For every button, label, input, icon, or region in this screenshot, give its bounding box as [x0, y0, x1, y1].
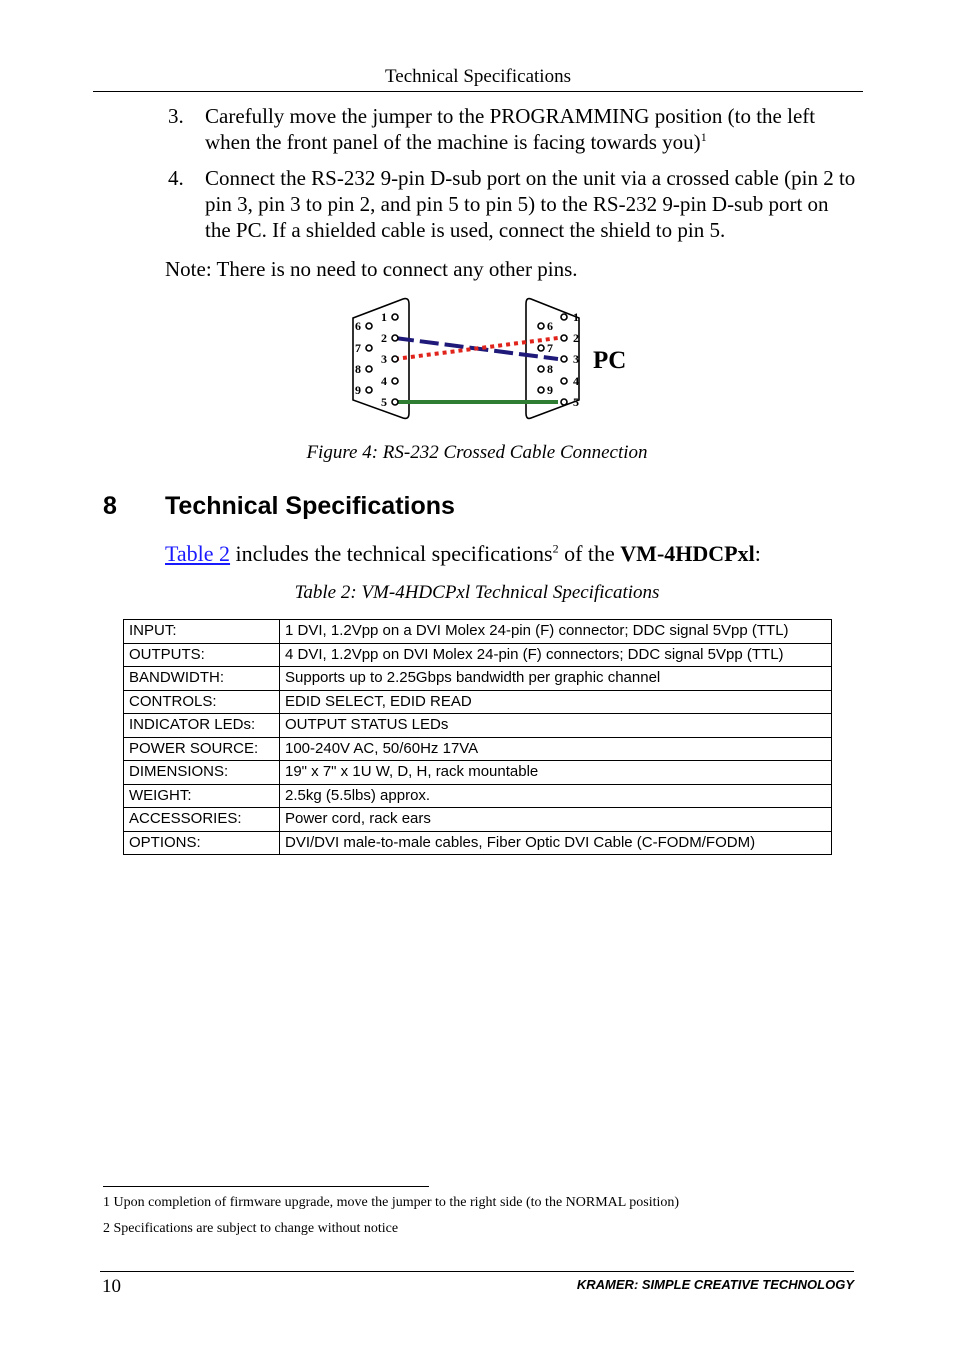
spec-value: OUTPUT STATUS LEDs: [280, 714, 832, 738]
pin-hole: [561, 335, 567, 341]
pc-label: PC: [593, 347, 627, 374]
pin-hole: [538, 345, 544, 351]
pin-hole: [366, 387, 372, 393]
step-text: Connect the RS-232 9-pin D-sub port on the unit via a crossed cable (pin 2 to pin 3, pin 3 to pin 2, and pin 5 to pin 5) to the RS-232 9-pin D-sub port on the PC. If a shielded cable is used, connect the shield to pin 5.: [205, 166, 856, 242]
table-row: [124, 737, 832, 761]
footer-rule: [100, 1271, 854, 1272]
left-pin-label: 7: [355, 341, 361, 355]
spec-value: DVI/DVI male-to-male cables, Fiber Optic DVI Cable (C-FODM/FODM): [280, 831, 832, 855]
table-row: [124, 690, 832, 714]
spec-key: BANDWIDTH:: [124, 667, 280, 691]
spec-value: 4 DVI, 1.2Vpp on DVI Molex 24-pin (F) connectors; DDC signal 5Vpp (TTL): [280, 643, 832, 667]
pin-hole: [561, 356, 567, 362]
intro-paragraph: Table 2 includes the technical specifications$^2$ of the VM-4HDCPxl:: [165, 541, 761, 566]
table-row: [124, 643, 832, 667]
table-2-link[interactable]: Table 2: [165, 541, 231, 566]
footnote-1: 1 Upon completion of firmware upgrade, move the jumper to the right side (to the NORMAL position): [103, 1195, 680, 1210]
spec-value: 2.5kg (5.5lbs) approx.: [280, 784, 832, 808]
pin-hole: [561, 378, 567, 384]
spec-key: CONTROLS:: [124, 690, 280, 714]
left-pin-label: 4: [381, 374, 387, 388]
pin-hole: [366, 345, 372, 351]
spec-value: Supports up to 2.25Gbps bandwidth per graphic channel: [280, 667, 832, 691]
spec-key: ACCESSORIES:: [124, 808, 280, 832]
footnote-ref: 1: [700, 130, 707, 144]
right-pin-label: 2: [573, 331, 579, 345]
figure-caption: Figure 4: RS-232 Crossed Cable Connection: [306, 442, 648, 463]
note-text: Note: There is no need to connect any other pins.: [165, 257, 578, 281]
step-text: Carefully move the jumper to the PROGRAMMING position (to the left when the front panel of the machine is facing towards you)$^1$: [205, 104, 816, 154]
table-row: [124, 831, 832, 855]
spec-value: 19" x 7" x 1U W, D, H, rack mountable: [280, 761, 832, 785]
spec-table: [123, 619, 832, 855]
table-row: [124, 761, 832, 785]
step-item: [168, 103, 858, 155]
step-number: 4.: [168, 166, 184, 190]
section-title: Technical Specifications: [165, 492, 455, 520]
pin-hole: [538, 366, 544, 372]
spec-key: OUTPUTS:: [124, 643, 280, 667]
right-pin-label: 7: [547, 341, 553, 355]
step-item: [168, 165, 858, 243]
page-number: 10: [102, 1276, 121, 1297]
table-row: [124, 714, 832, 738]
pin-hole: [392, 335, 398, 341]
pin-hole: [561, 314, 567, 320]
pin-hole: [392, 314, 398, 320]
right-pin-label: 6: [547, 319, 553, 333]
spec-key: DIMENSIONS:: [124, 761, 280, 785]
section-number: 8: [103, 492, 117, 520]
footnote-ref: 2: [552, 541, 559, 556]
footnote-2: 2 Specifications are subject to change without notice: [103, 1221, 399, 1236]
pin-hole: [392, 378, 398, 384]
rs232-cable-diagram: [345, 296, 645, 424]
pin-hole: [561, 399, 567, 405]
footer-brand: KRAMER: SIMPLE CREATIVE TECHNOLOGY: [576, 1277, 854, 1292]
spec-key: INDICATOR LEDs:: [124, 714, 280, 738]
table-row: [124, 667, 832, 691]
pin-hole: [538, 323, 544, 329]
right-pin-label: 8: [547, 362, 553, 376]
left-pin-label: 1: [381, 310, 387, 324]
spec-key: OPTIONS:: [124, 831, 280, 855]
running-header: [93, 64, 863, 92]
footnote-separator: [103, 1186, 429, 1187]
spec-value: 1 DVI, 1.2Vpp on a DVI Molex 24-pin (F) connector; DDC signal 5Vpp (TTL): [280, 620, 832, 644]
table-caption: Table 2: VM-4HDCPxl Technical Specifications: [294, 582, 660, 603]
right-pin-label: 4: [573, 374, 579, 388]
spec-key: WEIGHT:: [124, 784, 280, 808]
spec-value: Power cord, rack ears: [280, 808, 832, 832]
left-pin-label: 2: [381, 331, 387, 345]
spec-value: EDID SELECT, EDID READ: [280, 690, 832, 714]
running-header-title: Technical Specifications: [385, 66, 571, 87]
pin-hole: [538, 387, 544, 393]
table-row: [124, 784, 832, 808]
left-pin-label: 3: [381, 352, 387, 366]
table-row: [124, 808, 832, 832]
right-pin-label: 3: [573, 352, 579, 366]
left-pin-label: 6: [355, 319, 361, 333]
right-pin-label: 5: [573, 395, 579, 409]
pin-hole: [392, 356, 398, 362]
spec-key: INPUT:: [124, 620, 280, 644]
pin-hole: [366, 323, 372, 329]
right-pin-label: 1: [573, 310, 579, 324]
left-pin-label: 8: [355, 362, 361, 376]
spec-key: POWER SOURCE:: [124, 737, 280, 761]
step-number: 3.: [168, 104, 184, 128]
product-name: VM-4HDCPxl: [620, 541, 755, 566]
left-pin-label: 5: [381, 395, 387, 409]
pin-hole: [392, 399, 398, 405]
left-pin-label: 9: [355, 383, 361, 397]
pin-hole: [366, 366, 372, 372]
right-pin-label: 9: [547, 383, 553, 397]
table-row: [124, 620, 832, 644]
spec-value: 100-240V AC, 50/60Hz 17VA: [280, 737, 832, 761]
